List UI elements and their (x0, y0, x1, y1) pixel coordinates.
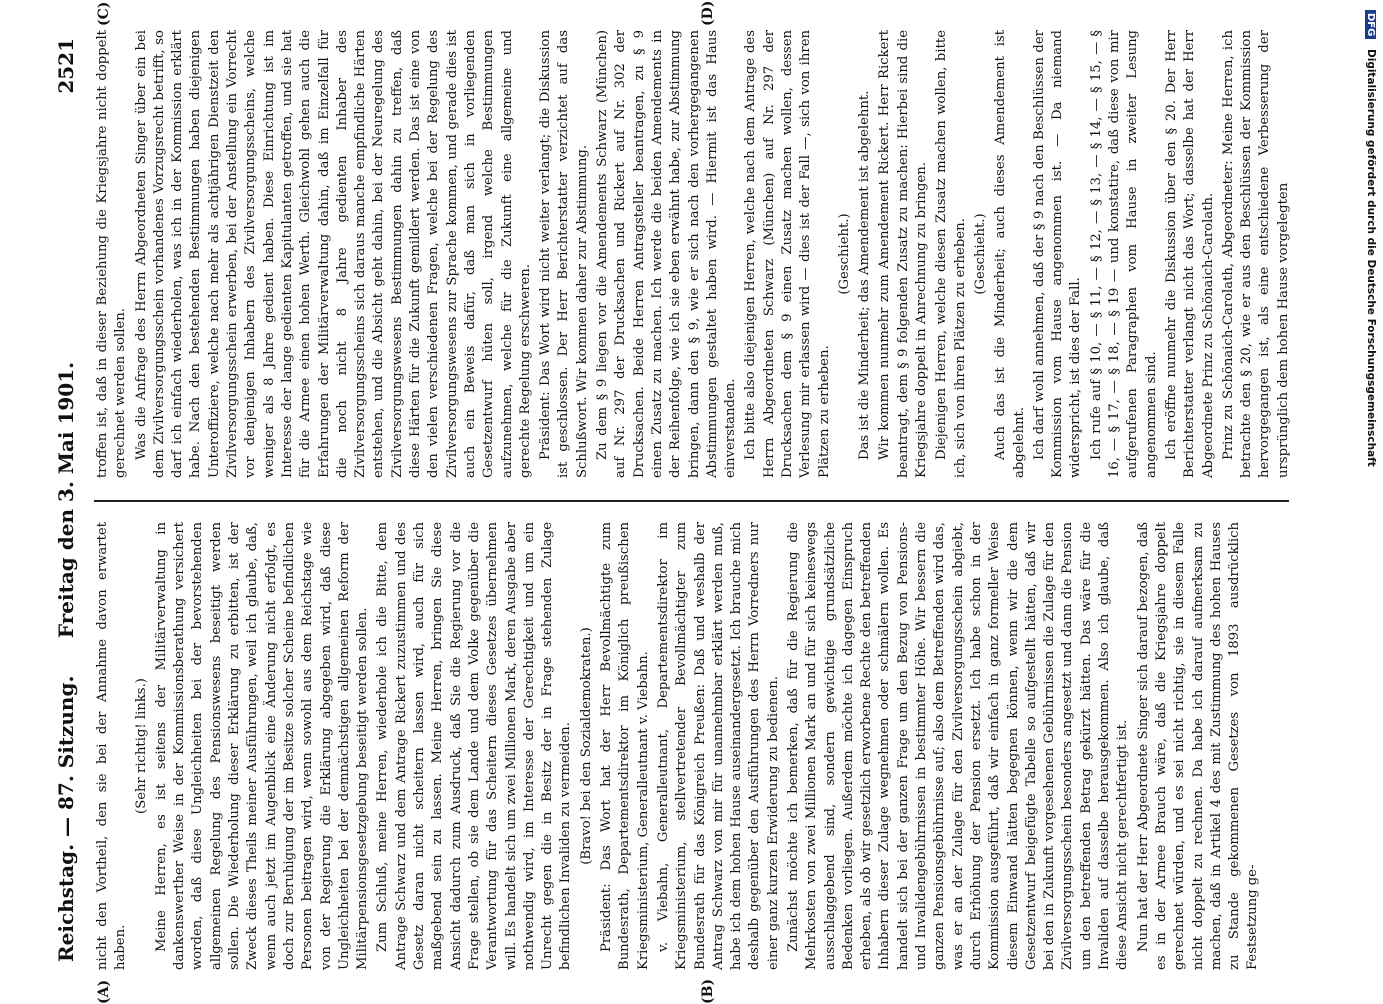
credit-text: Digitalisierung gefördert durch die Deutsche Forschungsgemeinschaft (1365, 49, 1377, 467)
paragraph: Prinz zu Schönaich-Carolath, Abgeordneter: Meine Herren, ich betrachte den § 20, wie er aus den Beschlüssen der Kommission hervorgegangen ist, als eine entschiedene Verbesserung der ursprünglich dem hohen Hause vorgelegten (1220, 30, 1291, 478)
page-number: 2521 (54, 38, 78, 94)
paragraph: nicht den Vortheil, den sie bei der Annahme davon erwartet haben. (95, 522, 129, 970)
paragraph: Präsident: Das Wort wird nicht weiter verlangt; die Diskussion ist geschlossen. Der Herr Berichterstatter verzichtet auf das Schlußwort. Wir kommen daher zur Abstimmung. (538, 30, 590, 478)
paragraph: Zu dem § 9 liegen vor die Amendements Schwarz (München) auf Nr. 297 der Drucksachen und Rickert auf Nr. 302 der Drucksachen. Beide Herren Antragsteller beantragen, zu § 9 einen Zusatz zu machen. Ich werde die beiden Amendements in der Reihenfolge, wie ich sie eben erwähnt habe, zur Abstimmung bringen, dann den § 9, wie er sich nach den vorhergegangenen Abstimmungen gestaltet haben wird. — Hiermit ist das Haus einverstanden. (595, 30, 739, 478)
page-header (50, 30, 86, 970)
paragraph: Ich rufe auf § 10, — § 11, — § 12, — § 13, — § 14, — § 15, — § 16, — § 17, — § 18, — § 19 — und konstatire, daß diese von mir aufgerufenen Paragraphen vom Hause in zweiter Lesung angenommen sind. (1088, 30, 1159, 478)
paragraph: Zunächst möchte ich bemerken, daß für die Regierung die Mehrkosten von zwei Millionen Mark an und für sich keineswegs ausschlaggebend sind, sondern gewichtige grundsätzliche Bedenken vorliegen. Außerdem möchte ich dagegen Einspruch erheben, als ob wir gesetzlich erworbene Rechte den betreffenden Inhabern dieser Zulage wegnehmen oder schmälern wollen. Es handelt sich bei der ganzen Frage um den Bezug von Pensions- und Invalidengebührnissen in bestimmter Höhe. Wir bessern die ganzen Pensionsgebührnisse auf; also dem Betreffenden wird das, was er an der Zulage für den Zivilversorgungsschein abgiebt, durch Erhöhung der Pension ersetzt. Ich habe schon in der Kommission ausgeführt, daß wir einfach in ganz formeller Weise diesem Einwand hätten begegnen können, wenn wir die dem Gesetzentwurf beigefügte Tabelle so aufgestellt hätten, daß wir bei den in Zukunft vorgesehenen Gebührnissen die Zulage für den Zivilversorgungsschein besonders angesetzt und dann die Pension um den betreffenden Betrag gekürzt hätten. Das wäre für die Invaliden auf dasselbe herausgekommen. Also ich glaube, daß diese Ansicht nicht gerechtfertigt ist. (785, 522, 1131, 970)
paragraph: Was die Anfrage des Herrn Abgeordneten Singer über ein bei dem Zivilversorgungsschein vorhandenes Vorzugsrecht betrifft, so darf ich einfach wiederholen, was ich in der Kommission erklärt habe. Nach den bestehenden Bestimmungen haben diejenigen Unteroffiziere, welche nach mehr als achtjährigen Dienstzeit den Zivilversorgungsschein erwerben, bei der Anstellung ein Vorrecht vor denjenigen Inhabern des Zivilversorgungsscheins, welche weniger als 8 Jahre gedient haben. Diese Einrichtung ist im Interesse der lange gedienten Kapitulanten getroffen, und sie hat für die Armee einen hohen Werth. Gleichwohl gehen auch die Erfahrungen der Militärverwaltung dahin, daß im Einzelfall für die noch nicht 8 Jahre gedienten Inhaber des Zivilversorgungsscheins sich daraus manche empfindliche Härten entstehen, und die Absicht geht dahin, bei der Neuregelung des Zivilversorgungswesens Bestimmungen dahin zu treffen, daß diese Härten für die Zukunft gemildert werden. Das ist eine von den vielen verschiedenen Fragen, welche bei der Regelung des Zivilversorgungswesens zur Sprache kommen, und gerade dies ist auch ein Beweis dafür, daß man sich in vorliegenden Gesetzentwurf hüten soll, irgend welche Bestimmungen aufzunehmen, welche für die Zukunft eine allgemeine und gerechte Regelung erschweren. (133, 30, 533, 478)
paragraph: Wir kommen nunmehr zum Amendement Rickert. Herr Rickert beantragt, dem § 9 folgenden Zusatz zu machen: Hierbei sind die Kriegsjahre doppelt in Anrechnung zu bringen. (877, 30, 930, 478)
interjection: (Geschieht.) (836, 213, 852, 295)
dfg-logo: DFG (1365, 10, 1376, 39)
paragraph: Nun hat der Herr Abgeordnete Singer sich darauf bezogen, daß es in der Armee Brauch wäre, daß die Kriegsjahre doppelt gerechnet würden, und es sei nicht richtig, sie in diesem Falle nicht doppelt zu rechnen. Da habe ich darauf aufmerksam zu machen, daß in Artikel 4 des mit Zustimmung des hohen Hauses zu Stande gekommenen Gesetzes von 1893 ausdrücklich Festsetzung ge- (1135, 522, 1261, 970)
paragraph: Auch das ist die Minderheit; auch dieses Amendement ist abgelehnt. (993, 30, 1027, 478)
paragraph: Meine Herren, es ist seitens der Militärverwaltung in dankenswerther Weise in der Kommissionsberathung versichert worden, daß diese Ungleichheiten bei der bevorstehenden allgemeinen Regelung des Pensionswesens beseitigt werden sollen. Die Wiederholung dieser Erklärung zu erbitten, ist der Zweck dieses Theils meiner Ausführungen, weil ich glaube, daß, wenn auch jetzt im Augenblick eine Änderung nicht erfolgt, es doch zur Beruhigung der im Besitze solcher Scheine befindlichen Personen beitragen wird, wenn sowohl aus dem Reichstage wie von der Regierung die Erklärung abgegeben wird, daß diese Ungleichheiten bei der demnächstigen allgemeinen Reform der Militärpensionsgesetzgebung beseitigt werden sollen. (153, 522, 371, 970)
paragraph: Zum Schluß, meine Herren, wiederhole ich die Bitte, dem Antrage Schwarz und dem Antrage Rickert zuzustimmen und des Gesetz daran nicht scheitern lassen wird, auch für sich maßgebend sein zu lassen. Meine Herren, bringen Sie diese Ansicht dadurch zum Ausdruck, daß Sie die Regierung vor die Frage stellen, ob sie dem Lande und dem Volke gegenüber die Verantwortung für das Scheitern dieses Gesetzes übernehmen will. Es handelt sich um zwei Millionen Mark, deren Ausgabe aber nothwendig wird, im Interesse der Gerechtigkeit und um ein Unrecht gegen die in Besitz der in Frage stehenden Zulage befindlichen Invaliden zu vermeiden. (375, 522, 574, 970)
margin-mark-d: (D) (700, 0, 716, 26)
paragraph: Diejenigen Herren, welche diesen Zusatz machen wollen, bitte ich, sich von ihren Plätzen zu erheben. (934, 30, 968, 478)
margin-mark-c: (C) (96, 1, 112, 26)
digitization-credit (1363, 10, 1377, 990)
paragraph: Ich eröffne nunmehr die Diskussion über den § 20. Der Herr Berichterstatter verlangt nicht das Wort; dasselbe hat der Herr Abgeordnete Prinz zu Schönaich-Carolath. (1163, 30, 1216, 478)
interjection: (Sehr richtig! links.) (133, 678, 149, 814)
rotated-sheet (50, 0, 1300, 1004)
paragraph: Ich bitte also diejenigen Herren, welche nach dem Antrage des Herrn Abgeordneten Schwarz (München) auf Nr. 297 der Drucksachen dem § 9 einen Zusatz machen wollen, dessen Verlesung mir erlassen wird — dies ist der Fall —, sich von ihren Plätzen zu erheben. (743, 30, 832, 478)
paragraph: troffen ist, daß in dieser Beziehung die Kriegsjahre nicht doppelt gerechnet werden sollen. (95, 30, 129, 478)
header-left: Reichstag. — 87. Sitzung. (54, 675, 78, 962)
left-column (94, 522, 1289, 970)
margin-mark-b: (B) (700, 978, 716, 1004)
interjection: (Geschieht.) (972, 213, 988, 295)
margin-mark-a: (A) (96, 979, 112, 1004)
column-divider (94, 501, 1289, 503)
paragraph: Ich darf wohl annehmen, daß der § 9 nach den Beschlüssen der Kommission vom Hause angenommen ist. — Da niemand widerspricht, ist dies der Fall. (1031, 30, 1084, 478)
paragraph: Präsident: Das Wort hat der Herr Bevollmächtigte zum Bundesrath, Departementsdirektor im Königlich preußischen Kriegsministerium, Generalleutnant v. Viebahn. (599, 522, 651, 970)
right-column (94, 30, 1289, 478)
paragraph: v. Viebahn, Generalleutnant, Departementsdirektor im Kriegsministerium, stellvertretender Bevollmächtigter zum Bundesrath für das Königreich Preußen: Daß und weshalb der Antrag Schwarz von mir für unannehmbar erklärt werden muß, habe ich dem hohen Hause auseinandergesetzt. Ich brauche mich deshalb gegenüber den Ausführungen des Herrn Vorredners nur einer ganz kurzen Erwiderung zu bedienen. (655, 522, 781, 970)
header-date: Freitag den 3. Mai 1901. (54, 361, 78, 639)
interjection: (Bravo! bei den Sozialdemokraten.) (578, 627, 594, 865)
paragraph: Das ist die Minderheit; das Amendement ist abgelehnt. (857, 90, 873, 460)
